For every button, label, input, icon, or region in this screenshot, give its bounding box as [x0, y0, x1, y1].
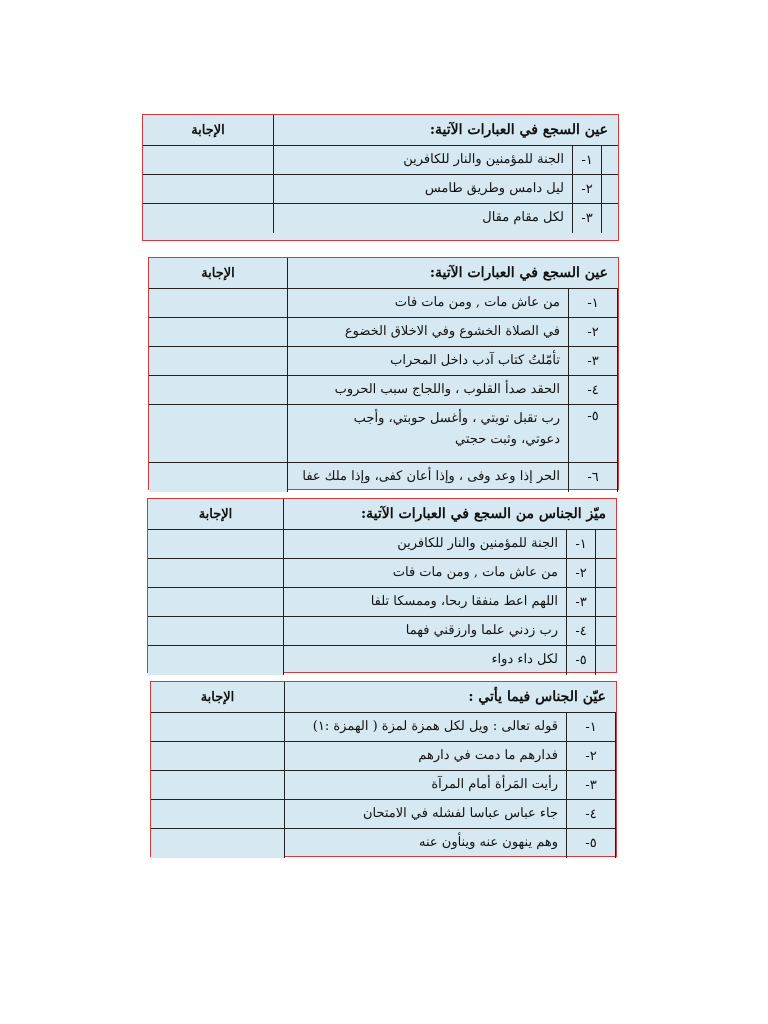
exercise-1-header: [143, 115, 618, 146]
table-row: [151, 742, 616, 771]
item-number: ٣-: [566, 771, 616, 799]
item-number: ٢-: [566, 559, 596, 587]
exercise-3-header: [148, 499, 616, 530]
item-number: ١-: [566, 530, 596, 558]
table-row: [148, 588, 616, 617]
statement-text: ليل دامس وطريق طامس: [424, 180, 564, 196]
item-number: ٢-: [572, 175, 602, 203]
answer-column-header: الإجابة: [143, 115, 274, 145]
item-number: ٤-: [568, 376, 618, 404]
table-row: [148, 559, 616, 588]
statement-text: تأمّلتُ كتاب آدب داخل المحراب: [390, 352, 560, 368]
answer-cell[interactable]: [149, 318, 288, 346]
table-row: [151, 829, 616, 858]
statement-text: قوله تعالى : ويل لكل همزة لمزة ( الهمزة :١): [312, 718, 558, 734]
answer-cell[interactable]: [143, 204, 274, 233]
answer-column-header: الإجابة: [149, 258, 288, 288]
table-row: [149, 405, 618, 463]
answer-cell[interactable]: [148, 530, 284, 558]
table-row: [151, 800, 616, 829]
statement-text: الجنة للمؤمنين والنار للكافرين: [397, 535, 558, 551]
answer-cell[interactable]: [149, 376, 288, 404]
exercise-4-title: عيّن الجناس فيما يأتي :: [468, 689, 606, 705]
answer-cell[interactable]: [148, 646, 284, 675]
item-number: ٤-: [566, 800, 616, 828]
table-row: [149, 318, 618, 347]
table-row: [143, 204, 618, 233]
exercise-3-table: [147, 498, 617, 673]
statement-text: من عاش مات , ومن مات فات: [392, 564, 558, 580]
statement-text: الحر إذا وعد وفى ، وإذا أعان كفى، وإذا ملك عفا: [302, 469, 560, 485]
answer-cell[interactable]: [151, 771, 285, 799]
statement-text: جاء عباس عباسا لفشله في الامتحان: [362, 805, 558, 821]
statement-text: رب زدني علما وارزقني فهما: [405, 622, 558, 638]
answer-cell[interactable]: [148, 617, 284, 645]
item-number: ٤-: [566, 617, 596, 645]
item-number: ٥-: [568, 405, 618, 462]
answer-cell[interactable]: [151, 800, 285, 828]
answer-cell[interactable]: [149, 347, 288, 375]
answer-cell[interactable]: [148, 559, 284, 587]
item-number: ٥-: [566, 646, 596, 675]
statement-text: لكل مقام مقال: [482, 210, 564, 226]
statement-text: فدارهم ما دمت في دارهم: [418, 747, 558, 763]
table-row: [143, 175, 618, 204]
item-number: ١-: [566, 713, 616, 741]
item-number: ٦-: [568, 463, 618, 492]
statement-text: من عاش مات , ومن مات فات: [394, 294, 560, 310]
answer-cell[interactable]: [143, 146, 274, 174]
table-row: [149, 347, 618, 376]
item-number: ١-: [572, 146, 602, 174]
table-row: [148, 617, 616, 646]
statement-text: لكل داء دواء: [491, 652, 558, 668]
statement-text: وهم ينهون عنه وينأون عنه: [418, 835, 558, 851]
item-number: ٥-: [566, 829, 616, 858]
item-number: ٣-: [568, 347, 618, 375]
statement-text: في الصلاة الخشوع وفي الاخلاق الخضوع: [344, 323, 560, 339]
answer-cell[interactable]: [151, 713, 285, 741]
answer-cell[interactable]: [149, 405, 288, 462]
answer-cell[interactable]: [148, 588, 284, 616]
answer-cell[interactable]: [149, 463, 288, 492]
answer-cell[interactable]: [151, 829, 285, 858]
table-row: [148, 530, 616, 559]
exercise-2-table: [148, 257, 619, 490]
answer-cell[interactable]: [151, 742, 285, 770]
table-row: [148, 646, 616, 675]
statement-text: الجنة للمؤمنين والنار للكافرين: [403, 151, 564, 167]
exercise-4-table: [150, 681, 617, 857]
table-row: [143, 146, 618, 175]
item-number: ٣-: [566, 588, 596, 616]
exercise-1-title: عين السجع في العبارات الآتية:: [429, 122, 608, 138]
answer-column-header: الإجابة: [148, 499, 284, 529]
exercise-2-header: [149, 258, 618, 289]
exercise-3-title: ميّز الجناس من السجع في العبارات الآتية:: [360, 506, 606, 522]
table-row: [149, 289, 618, 318]
answer-cell[interactable]: [149, 289, 288, 317]
table-row: [151, 771, 616, 800]
item-number: ٢-: [566, 742, 616, 770]
item-number: ٣-: [572, 204, 602, 233]
table-row: [151, 713, 616, 742]
item-number: ٢-: [568, 318, 618, 346]
statement-text: رب تقبل توبتي ، وأغسل حوبتي، وأجب دعوتي، وثبت حجتي: [353, 411, 560, 447]
table-row: [149, 376, 618, 405]
statement-text: رأيت المَرأة أمام المرآة: [431, 776, 558, 792]
exercise-2-title: عين السجع في العبارات الآتية:: [429, 265, 608, 281]
exercise-1-table: [142, 114, 619, 241]
answer-cell[interactable]: [143, 175, 274, 203]
item-number: ١-: [568, 289, 618, 317]
statement-text: الحقد صدأ القلوب ، واللجاج سبب الحروب: [334, 381, 560, 397]
exercise-4-header: [151, 682, 616, 713]
statement-text: اللهم اعط منفقا ربحا، وممسكا تلفا: [370, 593, 558, 609]
table-row: [149, 463, 618, 492]
answer-column-header: الإجابة: [151, 682, 285, 712]
